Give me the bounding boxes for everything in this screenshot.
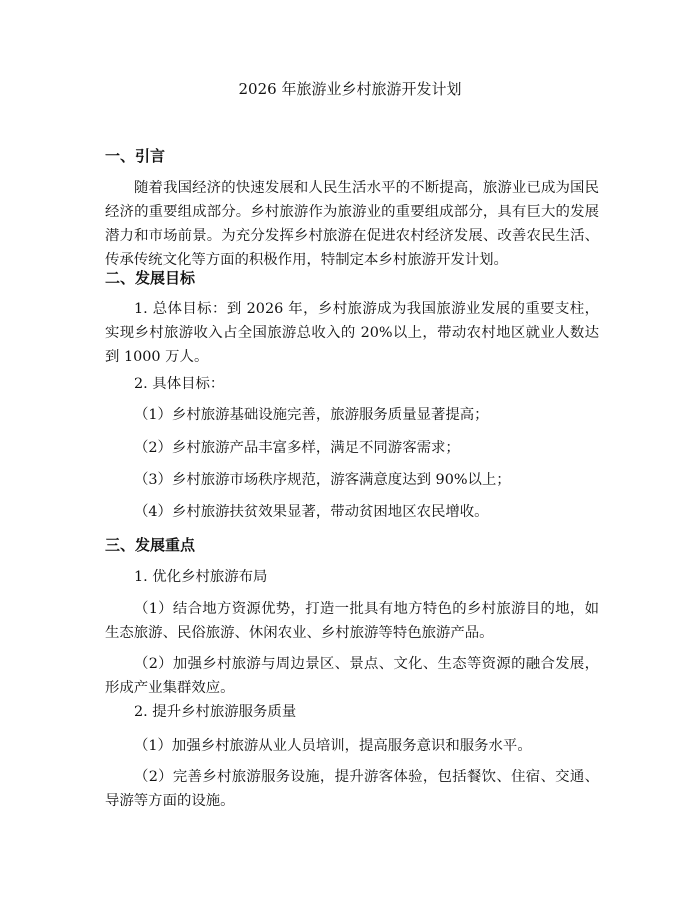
section-heading-introduction: 一、引言 [105,147,166,165]
paragraph-specific-goals: 2. 具体目标： [134,376,225,392]
paragraph-priority-1: 1. 优化乡村旅游布局 [134,569,268,585]
paragraph-priority-1-item-2: （2）加强乡村旅游与周边景区、景点、文化、生态等资源的融合发展，形成产业集群效应。 [105,656,599,696]
list-item-goal-2: （2）乡村旅游产品丰富多样，满足不同游客需求； [134,440,460,456]
paragraph-priority-2-item-2: （2）完善乡村旅游服务设施，提升游客体验，包括餐饮、住宿、交通、导游等方面的设施。 [105,769,599,809]
paragraph-priority-2: 2. 提升乡村旅游服务质量 [134,704,297,720]
list-item-goal-3: （3）乡村旅游市场秩序规范，游客满意度达到 90%以上； [134,472,511,488]
document-title: 2026 年旅游业乡村旅游开发计划 [238,80,462,98]
section-heading-priorities: 三、发展重点 [105,536,196,554]
paragraph-priority-2-item-1: （1）加强乡村旅游从业人员培训，提高服务意识和服务水平。 [134,738,532,754]
paragraph-priority-1-item-1: （1）结合地方资源优势，打造一批具有地方特色的乡村旅游目的地，如生态旅游、民俗旅游、休闲农业、乡村旅游等特色旅游产品。 [105,601,599,641]
paragraph-introduction: 随着我国经济的快速发展和人民生活水平的不断提高，旅游业已成为国民经济的重要组成部分。乡村旅游作为旅游业的重要组成部分，具有巨大的发展潜力和市场前景。为充分发挥乡村旅游在促进农村经济发展、改善农民生活、传承传统文化等方面的积极作用，特制定本乡村旅游开发计划。 [105,180,599,268]
list-item-goal-1: （1）乡村旅游基础设施完善，旅游服务质量显著提高； [134,407,489,423]
paragraph-overall-goal: 1. 总体目标：到 2026 年，乡村旅游成为我国旅游业发展的重要支柱，实现乡村旅游收入占全国旅游总收入的 20%以上，带动农村地区就业人数达到 1000 万人。 [105,301,599,365]
list-item-goal-4: （4）乡村旅游扶贫效果显著，带动贫困地区农民增收。 [134,504,489,520]
section-heading-goals: 二、发展目标 [105,269,196,287]
